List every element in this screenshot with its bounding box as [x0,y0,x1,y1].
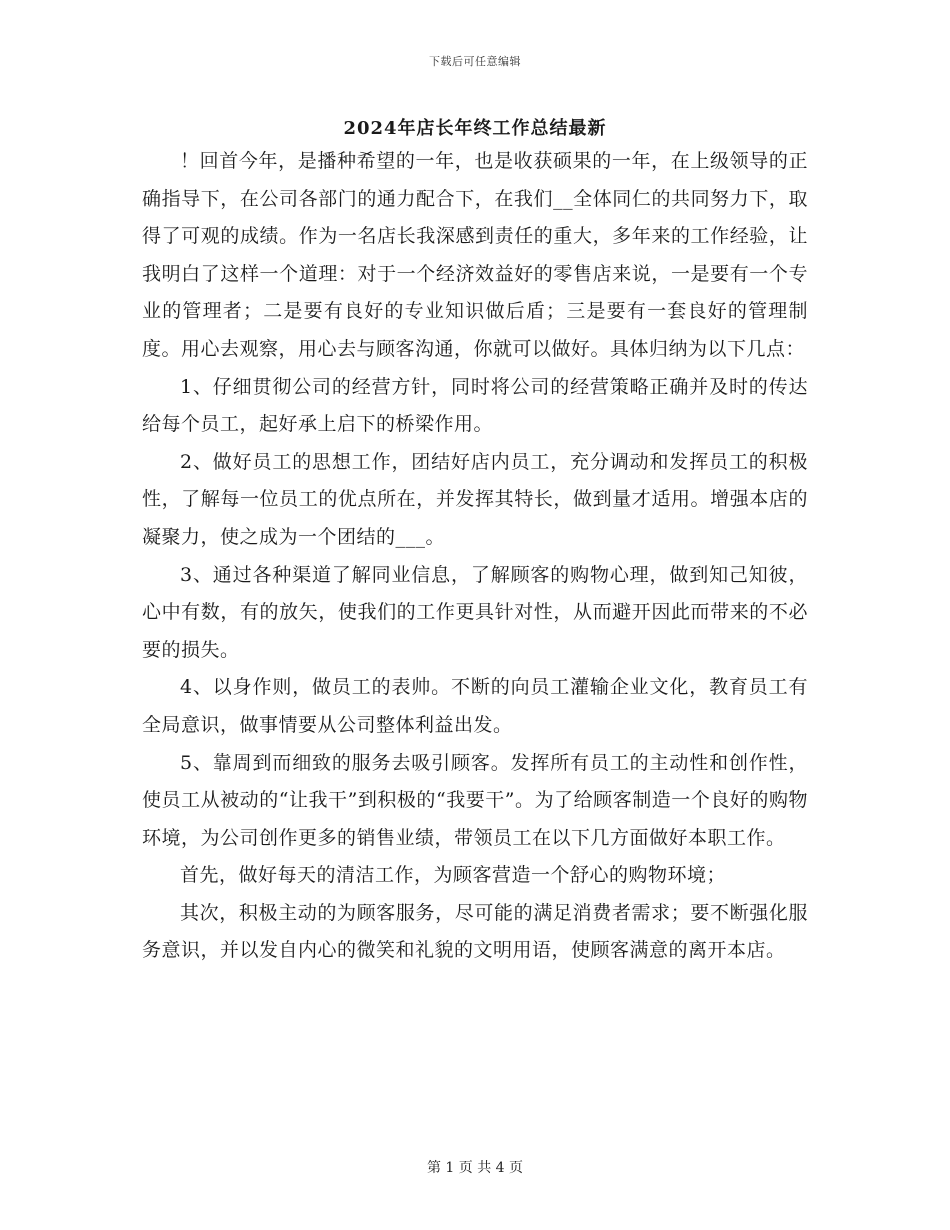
paragraph-item-4: 4、以身作则，做员工的表帅。不断的向员工灌输企业文化，教育员工有全局意识，做事情要从公司整体利益出发。 [142,676,808,736]
paragraph-intro: ！回首今年，是播种希望的一年，也是收获硕果的一年，在上级领导的正确指导下，在公司各部门的通力配合下，在我们__全体同仁的共同努力下，取得了可观的成绩。作为一名店长我深感到责任的重大，多年来的工作经验，让我明白了这样一个道理：对于一个经济效益好的零售店来说，一是要有一个专业的管理者；二是要有良好的专业知识做后盾；三是要有一套良好的管理制度。用心去观察，用心去与顾客沟通，你就可以做好。具体归纳为以下几点： [142,150,808,360]
page-number-footer: 第 1 页 共 4 页 [426,1160,524,1176]
paragraph-item-1: 1、仔细贯彻公司的经营方针，同时将公司的经营策略正确并及时的传达给每个员工，起好承上启下的桥梁作用。 [142,375,808,436]
paragraph-item-3: 3、通过各种渠道了解同业信息，了解顾客的购物心理，做到知己知彼，心中有数，有的放矢，使我们的工作更具针对性，从而避开因此而带来的不必要的损失。 [142,563,808,661]
header-note: 下载后可任意编辑 [429,55,521,68]
document-body [142,143,808,970]
paragraph-item-5: 5、靠周到而细致的服务去吸引顾客。发挥所有员工的主动性和创作性，使员工从被动的“让我干”到积极的“我要干”。为了给顾客制造一个良好的购物环境，为公司创作更多的销售业绩，带领员工在以下几方面做好本职工作。 [142,751,808,849]
paragraph-first: 首先，做好每天的清洁工作，为顾客营造一个舒心的购物环境； [180,864,727,887]
paragraph-item-2: 2、做好员工的思想工作，团结好店内员工，充分调动和发挥员工的积极性，了解每一位员工的优点所在，并发挥其特长，做到量才适用。增强本店的凝聚力，使之成为一个团结的___。 [142,450,808,548]
paragraph-second: 其次，积极主动的为顾客服务，尽可能的满足消费者需求；要不断强化服务意识，并以发自内心的微笑和礼貌的文明用语，使顾客满意的离开本店。 [142,901,808,962]
document-title: 2024年店长年终工作总结最新 [343,118,607,139]
